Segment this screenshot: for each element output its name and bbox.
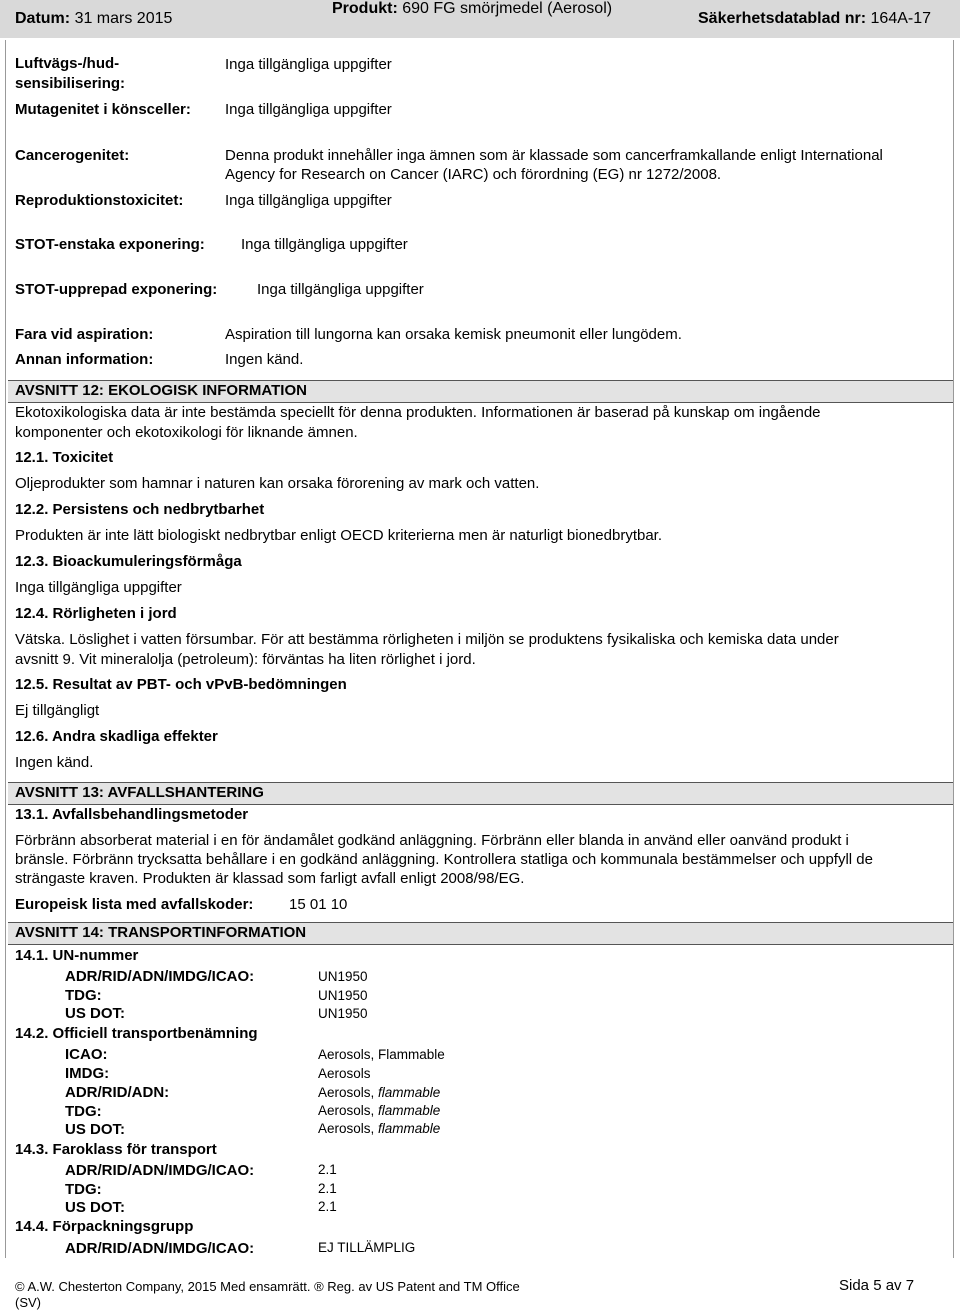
name-label-imdg: IMDG:: [65, 1065, 110, 1082]
footer-language: (SV): [15, 1295, 41, 1310]
stot-se-value: Inga tillgängliga uppgifter: [241, 236, 408, 253]
un-value-usdot: UN1950: [318, 1006, 368, 1021]
s12-4-text-1: Vätska. Löslighet i vatten försumbar. För att bestämma rörligheten i miljön se produktens fysikaliska och kemiska data under: [15, 631, 839, 648]
stot-re-label: STOT-upprepad exponering:: [15, 281, 218, 298]
stot-se-label: STOT-enstaka exponering:: [15, 236, 205, 253]
stot-re-value: Inga tillgängliga uppgifter: [257, 281, 424, 298]
page-frame-left: [5, 40, 6, 1258]
carcinogenicity-label: Cancerogenitet:: [15, 147, 130, 164]
sds-number: [698, 10, 931, 28]
s12-2-heading: 12.2. Persistens och nedbrytbarhet: [15, 501, 265, 518]
aspiration-value: Aspiration till lungorna kan orsaka kemisk pneumonit eller lungödem.: [225, 326, 682, 343]
un-label-tdg: TDG:: [65, 987, 102, 1004]
name-value-usdot-a: Aerosols,: [318, 1121, 379, 1136]
s12-5-text: Ej tillgängligt: [15, 702, 100, 719]
pg-label: ADR/RID/ADN/IMDG/ICAO:: [65, 1240, 255, 1257]
s12-4-text-2: avsnitt 9. Vit mineralolja (petroleum): förväntas ha liten rörlighet i jord.: [15, 651, 476, 668]
s12-3-text: Inga tillgängliga uppgifter: [15, 579, 182, 596]
footer-copyright: © A.W. Chesterton Company, 2015 Med ensamrätt. ® Reg. av US Patent and TM Office: [15, 1279, 520, 1294]
product-value: 690 FG smörjmedel (Aerosol): [402, 0, 613, 17]
name-value-icao: [318, 1047, 445, 1063]
sds-label: Säkerhetsdatablad nr:: [698, 10, 867, 27]
s12-3-heading: 12.3. Bioackumuleringsförmåga: [15, 553, 242, 570]
class-value-adr: 2.1: [318, 1162, 337, 1177]
section-12-title: AVSNITT 12: EKOLOGISK INFORMATION: [15, 382, 307, 399]
section-13-header: [8, 782, 953, 805]
name-value-usdot: [318, 1121, 440, 1137]
pg-value: EJ TILLÄMPLIG: [318, 1240, 416, 1255]
name-value-adr-a: Aerosols,: [318, 1085, 379, 1100]
s14-4-heading: 14.4. Förpackningsgrupp: [15, 1218, 194, 1235]
name-label-usdot: US DOT:: [65, 1121, 125, 1138]
name-value-adr: [318, 1085, 440, 1101]
s14-1-heading: 14.1. UN-nummer: [15, 947, 139, 964]
other-info-label: Annan information:: [15, 351, 154, 368]
un-value-tdg: UN1950: [318, 988, 368, 1003]
s12-intro-1: Ekotoxikologiska data är inte bestämda speciellt för denna produkten. Informationen är baserad på kunskap om ingående: [15, 404, 821, 421]
product: [332, 0, 612, 18]
date: [15, 10, 172, 28]
name-value-tdg: [318, 1103, 440, 1119]
reproductive-label: Reproduktionstoxicitet:: [15, 192, 184, 209]
name-value-icao-b: Flammable: [378, 1047, 445, 1062]
section-12-header: [8, 380, 953, 403]
date-value: 31 mars 2015: [74, 10, 173, 27]
resp-sens-label-1: Luftvägs-/hud-: [15, 55, 120, 72]
un-value-adr: UN1950: [318, 969, 368, 984]
s13-1-text-3: strängaste kraven. Produkten är klassad som farligt avfall enligt 2008/98/EG.: [15, 870, 525, 887]
ewc-label: Europeisk lista med avfallskoder:: [15, 896, 254, 913]
s12-1-heading: 12.1. Toxicitet: [15, 449, 114, 466]
carcinogenicity-value-2: Agency for Research on Cancer (IARC) och förordning (EG) nr 1272/2008.: [225, 166, 722, 183]
s13-1-text-2: bränsle. Förbränn trycksatta behållare i en godkänd anläggning. Kontrollera statliga och kommunala bestämmelser och uppfyll de: [15, 851, 873, 868]
reproductive-value: Inga tillgängliga uppgifter: [225, 192, 392, 209]
s13-1-heading: 13.1. Avfallsbehandlingsmetoder: [15, 806, 249, 823]
name-label-tdg: TDG:: [65, 1103, 102, 1120]
class-label-tdg: TDG:: [65, 1181, 102, 1198]
s12-intro-2: komponenter och ekotoxikologi för liknande ämnen.: [15, 424, 358, 441]
footer-page-number: Sida 5 av 7: [839, 1277, 915, 1294]
s12-6-heading: 12.6. Andra skadliga effekter: [15, 728, 218, 745]
name-label-icao: ICAO:: [65, 1046, 108, 1063]
class-label-adr: ADR/RID/ADN/IMDG/ICAO:: [65, 1162, 255, 1179]
s12-2-text: Produkten är inte lätt biologiskt nedbrytbar enligt OECD kriterierna men är naturligt bionedbrytbar.: [15, 527, 662, 544]
ewc-value: 15 01 10: [289, 896, 348, 913]
name-value-tdg-b: flammable: [378, 1103, 441, 1118]
other-info-value: Ingen känd.: [225, 351, 304, 368]
carcinogenicity-value-1: Denna produkt innehåller inga ämnen som är klassade som cancerframkallande enligt International: [225, 147, 883, 164]
name-value-usdot-b: flammable: [378, 1121, 441, 1136]
date-label: Datum:: [15, 10, 71, 27]
un-label-adr: ADR/RID/ADN/IMDG/ICAO:: [65, 968, 255, 985]
s14-3-heading: 14.3. Faroklass för transport: [15, 1141, 217, 1158]
resp-sens-value: Inga tillgängliga uppgifter: [225, 56, 392, 73]
s13-1-text-1: Förbränn absorberat material i en för ändamålet godkänd anläggning. Förbränn eller blanda in använd eller oanvänd produkt i: [15, 832, 849, 849]
name-value-tdg-a: Aerosols,: [318, 1103, 379, 1118]
name-value-imdg: Aerosols: [318, 1066, 371, 1081]
class-value-tdg: 2.1: [318, 1181, 337, 1196]
name-value-icao-a: Aerosols,: [318, 1047, 379, 1062]
section-14-title: AVSNITT 14: TRANSPORTINFORMATION: [15, 924, 307, 941]
mutagenicity-value: Inga tillgängliga uppgifter: [225, 101, 392, 118]
aspiration-label: Fara vid aspiration:: [15, 326, 154, 343]
section-14-header: [8, 922, 953, 945]
class-label-usdot: US DOT:: [65, 1199, 125, 1216]
document-header: [0, 0, 960, 38]
name-value-adr-b: flammable: [378, 1085, 441, 1100]
mutagenicity-label: Mutagenitet i könsceller:: [15, 101, 191, 118]
product-label: Produkt:: [332, 0, 398, 17]
sds-value: 164A-17: [870, 10, 932, 27]
class-value-usdot: 2.1: [318, 1199, 337, 1214]
page-frame-right: [953, 40, 954, 1258]
un-label-usdot: US DOT:: [65, 1005, 125, 1022]
section-13-title: AVSNITT 13: AVFALLSHANTERING: [15, 784, 264, 801]
s12-5-heading: 12.5. Resultat av PBT- och vPvB-bedömningen: [15, 676, 347, 693]
s12-1-text: Oljeprodukter som hamnar i naturen kan orsaka förorening av mark och vatten.: [15, 475, 540, 492]
name-label-adr: ADR/RID/ADN:: [65, 1084, 170, 1101]
s12-4-heading: 12.4. Rörligheten i jord: [15, 605, 177, 622]
s14-2-heading: 14.2. Officiell transportbenämning: [15, 1025, 258, 1042]
resp-sens-label-2: sensibilisering:: [15, 75, 126, 92]
s12-6-text: Ingen känd.: [15, 754, 94, 771]
